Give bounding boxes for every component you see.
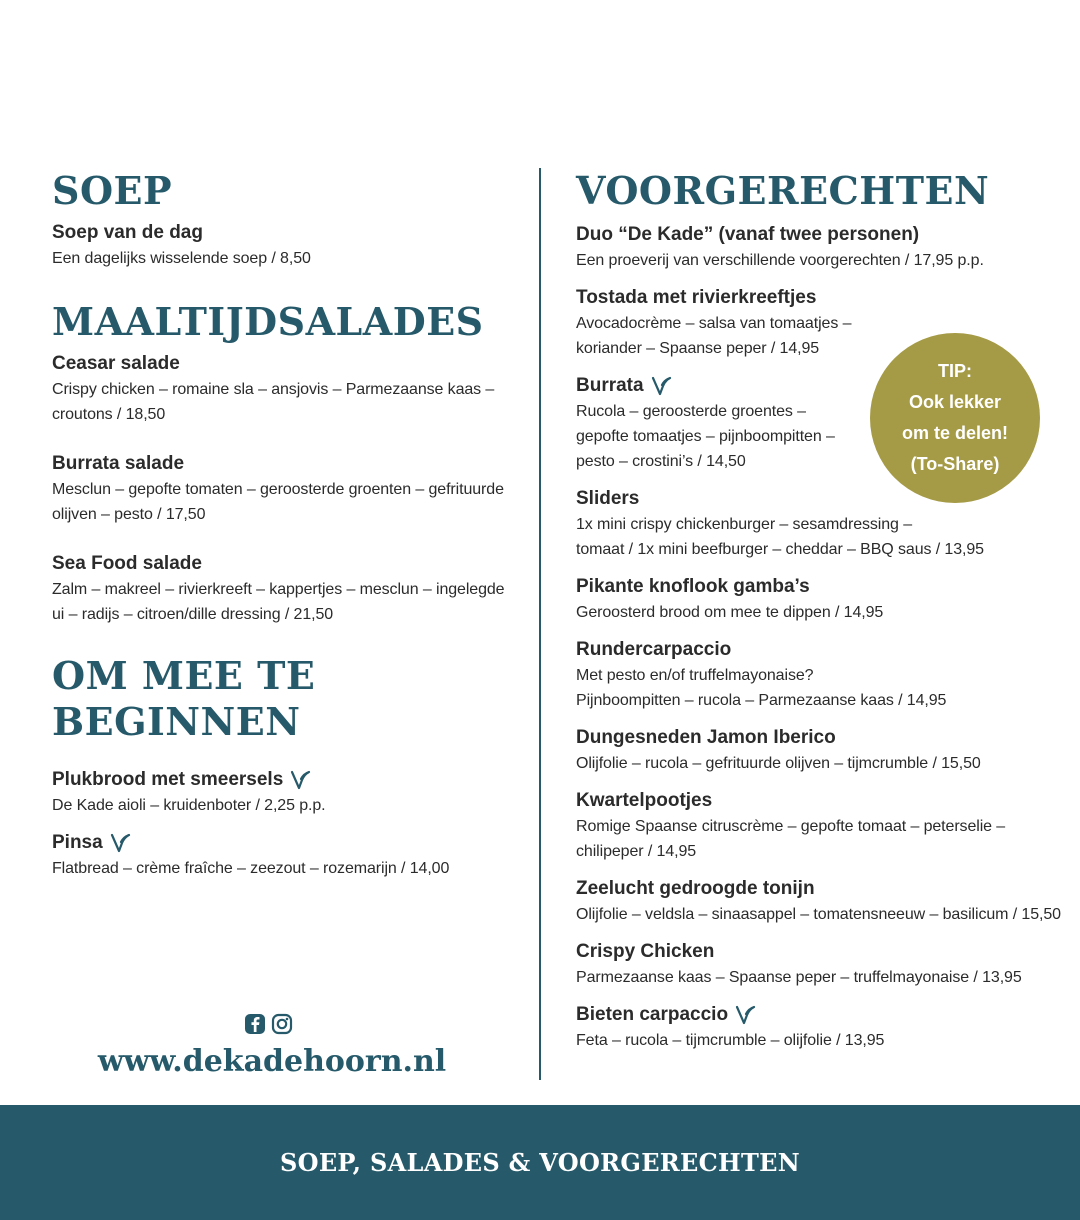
section-title-maaltijdsalades: MAALTIJDSALADES [52,299,484,344]
dish-name: Sliders [576,488,640,509]
vegetarian-leaf-icon [109,832,131,854]
dish-name: Ceasar salade [52,353,180,374]
dish-description-line: Romige Spaanse citruscrème – gepofte tomaat – peterselie – [576,818,1006,835]
vegetarian-leaf-icon [734,1004,756,1026]
dish-description: Flatbread – crème fraîche – zeezout – rozemarijn / 14,00 [52,860,450,877]
website-link[interactable]: www.dekadehoorn.nl [97,1044,447,1079]
dish-name [576,1004,1066,1026]
tip-badge [870,333,1040,503]
dish-description-line: olijven – pesto / 17,50 [52,506,206,523]
dish-name: Duo “De Kade” (vanaf twee personen) [576,224,920,245]
dish-name-text: Bieten carpaccio [576,1004,729,1025]
menu-item [52,553,517,627]
menu-item [52,353,517,427]
dish-description: Olijfolie – rucola – gefrituurde olijven – tijmcrumble / 15,50 [576,755,981,772]
dish-name: Tostada met rivierkreeftjes [576,287,817,308]
facebook-icon[interactable] [244,1013,266,1035]
tip-line: Ook lekker [908,392,1002,412]
dish-description [576,814,1066,864]
menu-item [576,224,1066,273]
dish-description-line: croutons / 18,50 [52,406,166,423]
dish-name: Dungesneden Jamon Iberico [576,727,836,748]
dish-description-line: Rucola – geroosterde groentes – [576,403,806,420]
section-title-voorgerechten: VOORGERECHTEN [576,168,990,213]
dish-description [576,663,1066,713]
dish-description-line: Avocadocrème – salsa van tomaatjes – [576,315,852,332]
menu-item [576,727,1066,776]
dish-name-text: Plukbrood met smeersels [52,769,284,790]
dish-name [52,769,517,791]
instagram-icon[interactable] [271,1013,293,1035]
dish-description-line: Mesclun – gepofte tomaten – geroosterde groenten – gefrituurde [52,481,504,498]
menu-item [576,790,1066,864]
dish-description: Een dagelijks wisselende soep / 8,50 [52,250,311,267]
vegetarian-leaf-icon [289,769,311,791]
dish-description: De Kade aioli – kruidenboter / 2,25 p.p. [52,797,326,814]
menu-item [576,1004,1066,1053]
dish-description: Olijfolie – veldsla – sinaasappel – tomatensneeuw – basilicum / 15,50 [576,906,1061,923]
dish-description-line: Zalm – makreel – rivierkreeft – kappertjes – mesclun – ingelegde [52,581,505,598]
dish-description-line: gepofte tomaatjes – pijnboompitten – [576,428,835,445]
dish-name: Pikante knoflook gamba’s [576,576,810,597]
left-column [52,168,517,881]
menu-item [52,453,517,527]
dish-name: Crispy Chicken [576,941,715,962]
menu-item [576,941,1066,990]
social-icons [244,1013,293,1035]
dish-description: Een proeverij van verschillende voorgerechten / 17,95 p.p. [576,252,984,269]
dish-description-line: Crispy chicken – romaine sla – ansjovis – Parmezaanse kaas – [52,381,495,398]
section-title-line: OM MEE TE [52,653,316,698]
dish-name [52,832,517,854]
dish-name: Kwartelpootjes [576,790,713,811]
dish-description [576,512,1066,562]
dish-name: Soep van de dag [52,222,203,243]
tip-line: om te delen! [901,423,1008,443]
dish-name-text: Pinsa [52,832,103,853]
dish-description-line: koriander – Spaanse peper / 14,95 [576,340,820,357]
footer-banner [0,1105,1080,1220]
dish-description-line: chilipeper / 14,95 [576,843,697,860]
menu-item [52,832,517,881]
dish-name-text: Burrata [576,375,644,396]
dish-description [52,477,517,527]
section-title-line: BEGINNEN [52,699,301,744]
dish-description: Feta – rucola – tijmcrumble – olijfolie / 13,95 [576,1032,885,1049]
menu-item [52,222,517,271]
section-title-om-mee-te-beginnen [52,653,517,745]
menu-item [576,488,1066,562]
column-divider [539,168,541,1080]
dish-description-line: tomaat / 1x mini beefburger – cheddar – BBQ saus / 13,95 [576,541,984,558]
dish-description-line: Met pesto en/of truffelmayonaise? [576,667,814,684]
dish-name: Burrata salade [52,453,185,474]
menu-item [576,878,1066,927]
tip-line: TIP: [938,361,972,381]
dish-description-line: 1x mini crispy chickenburger – sesamdressing – [576,516,912,533]
right-column [576,168,1066,1053]
tip-line: (To-Share) [910,454,1000,474]
dish-description: Parmezaanse kaas – Spaanse peper – truffelmayonaise / 13,95 [576,969,1022,986]
dish-name: Sea Food salade [52,553,202,574]
dish-description-line: ui – radijs – citroen/dille dressing / 21,50 [52,606,334,623]
dish-name: Zeelucht gedroogde tonijn [576,878,815,899]
footer-title: SOEP, SALADES & VOORGERECHTEN [279,1148,800,1177]
dish-description-line: Pijnboompitten – rucola – Parmezaanse kaas / 14,95 [576,692,947,709]
dish-description [52,377,517,427]
dish-description-line: pesto – crostini’s / 14,50 [576,453,746,470]
menu-item [576,576,1066,625]
dish-name: Rundercarpaccio [576,639,732,660]
menu-item [576,639,1066,713]
dish-description [52,577,517,627]
menu-item [52,769,517,818]
section-title-soep: SOEP [52,168,173,213]
dish-description: Geroosterd brood om mee te dippen / 14,95 [576,604,884,621]
vegetarian-leaf-icon [650,375,672,397]
